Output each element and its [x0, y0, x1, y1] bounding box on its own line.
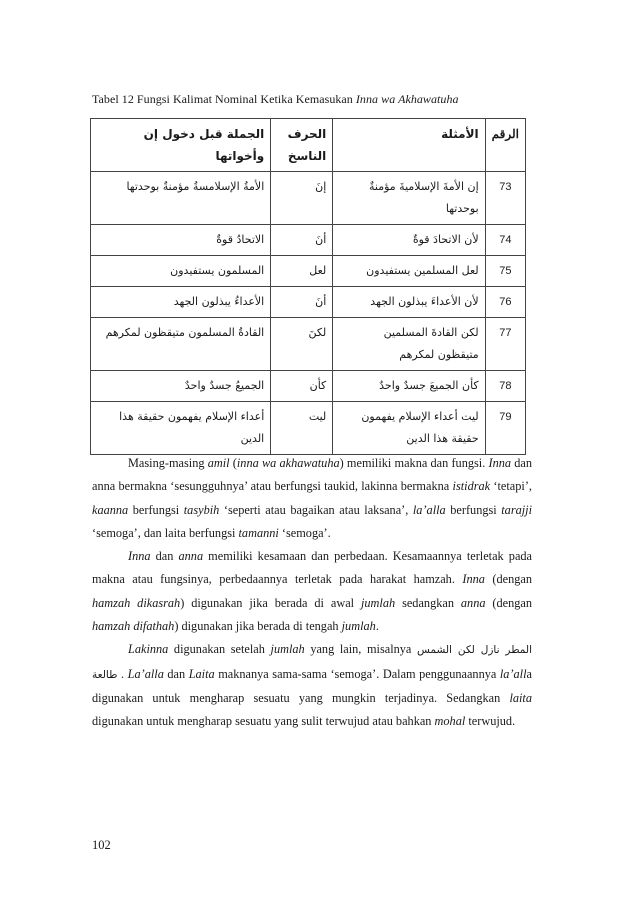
- header-before: الجملة قبل دخول إن وأخواتها: [91, 119, 271, 172]
- row-harf: أنَ: [271, 287, 333, 318]
- table-row: [91, 318, 526, 371]
- caption-italic: Inna wa Akhawatuha: [355, 92, 459, 106]
- header-number: الرقم: [485, 119, 525, 172]
- row-example: لكن القادةَ المسلمين متيقظون لمكرهم: [333, 318, 485, 371]
- row-before: القادةُ المسلمون متيقظون لمكرهم: [91, 318, 271, 371]
- row-number: 78: [485, 371, 525, 402]
- row-example: لعل المسلمين يستفيدون: [333, 256, 485, 287]
- row-number: 73: [485, 172, 525, 225]
- row-number: 74: [485, 225, 525, 256]
- paragraph-inna-anna: Inna dan anna memiliki kesamaan dan perbedaan. Kesamaannya terletak pada makna atau fungsinya, perbedaannya terletak pada harakat hamzah. Inna (dengan hamzah dikasrah) digunakan jika berada di awal jumlah sedangkan anna (dengan hamzah difathah) digunakan jika berada di tengah jumlah.: [92, 549, 533, 634]
- row-number: 79: [485, 402, 525, 455]
- row-before: أعداء الإسلام يفهمون حقيقة هذا الدين: [91, 402, 271, 455]
- row-example: إن الأمةَ الإسلاميةَ مؤمنةٌ بوحدتها: [333, 172, 485, 225]
- row-before: المسلمون يستفيدون: [91, 256, 271, 287]
- arabic-example: المطر نازل لكن الشمس طالعة: [92, 644, 532, 681]
- caption-text: Tabel 12 Fungsi Kalimat Nominal Ketika Kemasukan: [92, 92, 356, 106]
- paragraph-lakinna-laalla-laita: Lakinna digunakan setelah jumlah yang lain, misalnya المطر نازل لكن الشمس طالعة . La’alla dan Laita maknanya sama-sama ‘semoga’. Dalam penggunaannya la’alla digunakan untuk mengharap sesuatu yang mungkin terjadinya. Sedangkan laita digunakan untuk mengharap sesuatu yang sulit terwujud atau bahkan mohal terwujud.: [92, 642, 532, 729]
- row-harf: لعل: [271, 256, 333, 287]
- row-example: لأن الأعداءَ يبذلون الجهد: [333, 287, 485, 318]
- row-before: الجميعُ جسدٌ واحدٌ: [91, 371, 271, 402]
- row-example: ليت أعداء الإسلام يفهمون حقيقة هذا الدين: [333, 402, 485, 455]
- header-examples: الأمثلة: [333, 119, 485, 172]
- table-row: [91, 256, 526, 287]
- table-row: [91, 225, 526, 256]
- row-harf: إنَ: [271, 172, 333, 225]
- row-harf: ليت: [271, 402, 333, 455]
- row-before: الأمةُ الإسلامسةُ مؤمنةٌ بوحدتها: [91, 172, 271, 225]
- page-number: 102: [92, 838, 111, 852]
- paragraph-amil-functions: Masing-masing amil (inna wa akhawatuha) memiliki makna dan fungsi. Inna dan anna bermakna ‘sesungguhnya’ atau berfungsi taukid, lakinna bermakna istidrak ‘tetapi’, kaanna berfungsi tasybih ‘seperti atau bagaikan atau laksana’, la’alla berfungsi tarajji ‘semoga’, dan laita berfungsi tamanni ‘semoga’.: [92, 456, 532, 540]
- table-header-row: [91, 119, 526, 172]
- header-harf: الحرف الناسخ: [271, 119, 333, 172]
- body-text: [92, 452, 532, 734]
- row-harf: أنَ: [271, 225, 333, 256]
- row-example: كأن الجميعَ جسدٌ واحدٌ: [333, 371, 485, 402]
- row-harf: كأن: [271, 371, 333, 402]
- row-number: 76: [485, 287, 525, 318]
- table-caption: [92, 92, 459, 107]
- row-number: 75: [485, 256, 525, 287]
- row-example: لأن الاتحادَ قوةٌ: [333, 225, 485, 256]
- row-before: الاتحادُ قوةٌ: [91, 225, 271, 256]
- nominal-sentence-table: [90, 118, 526, 455]
- row-harf: لكنَ: [271, 318, 333, 371]
- table-row: [91, 172, 526, 225]
- table-row: [91, 371, 526, 402]
- table-row: [91, 402, 526, 455]
- table-row: [91, 287, 526, 318]
- row-before: الأعداءُ يبذلون الجهد: [91, 287, 271, 318]
- row-number: 77: [485, 318, 525, 371]
